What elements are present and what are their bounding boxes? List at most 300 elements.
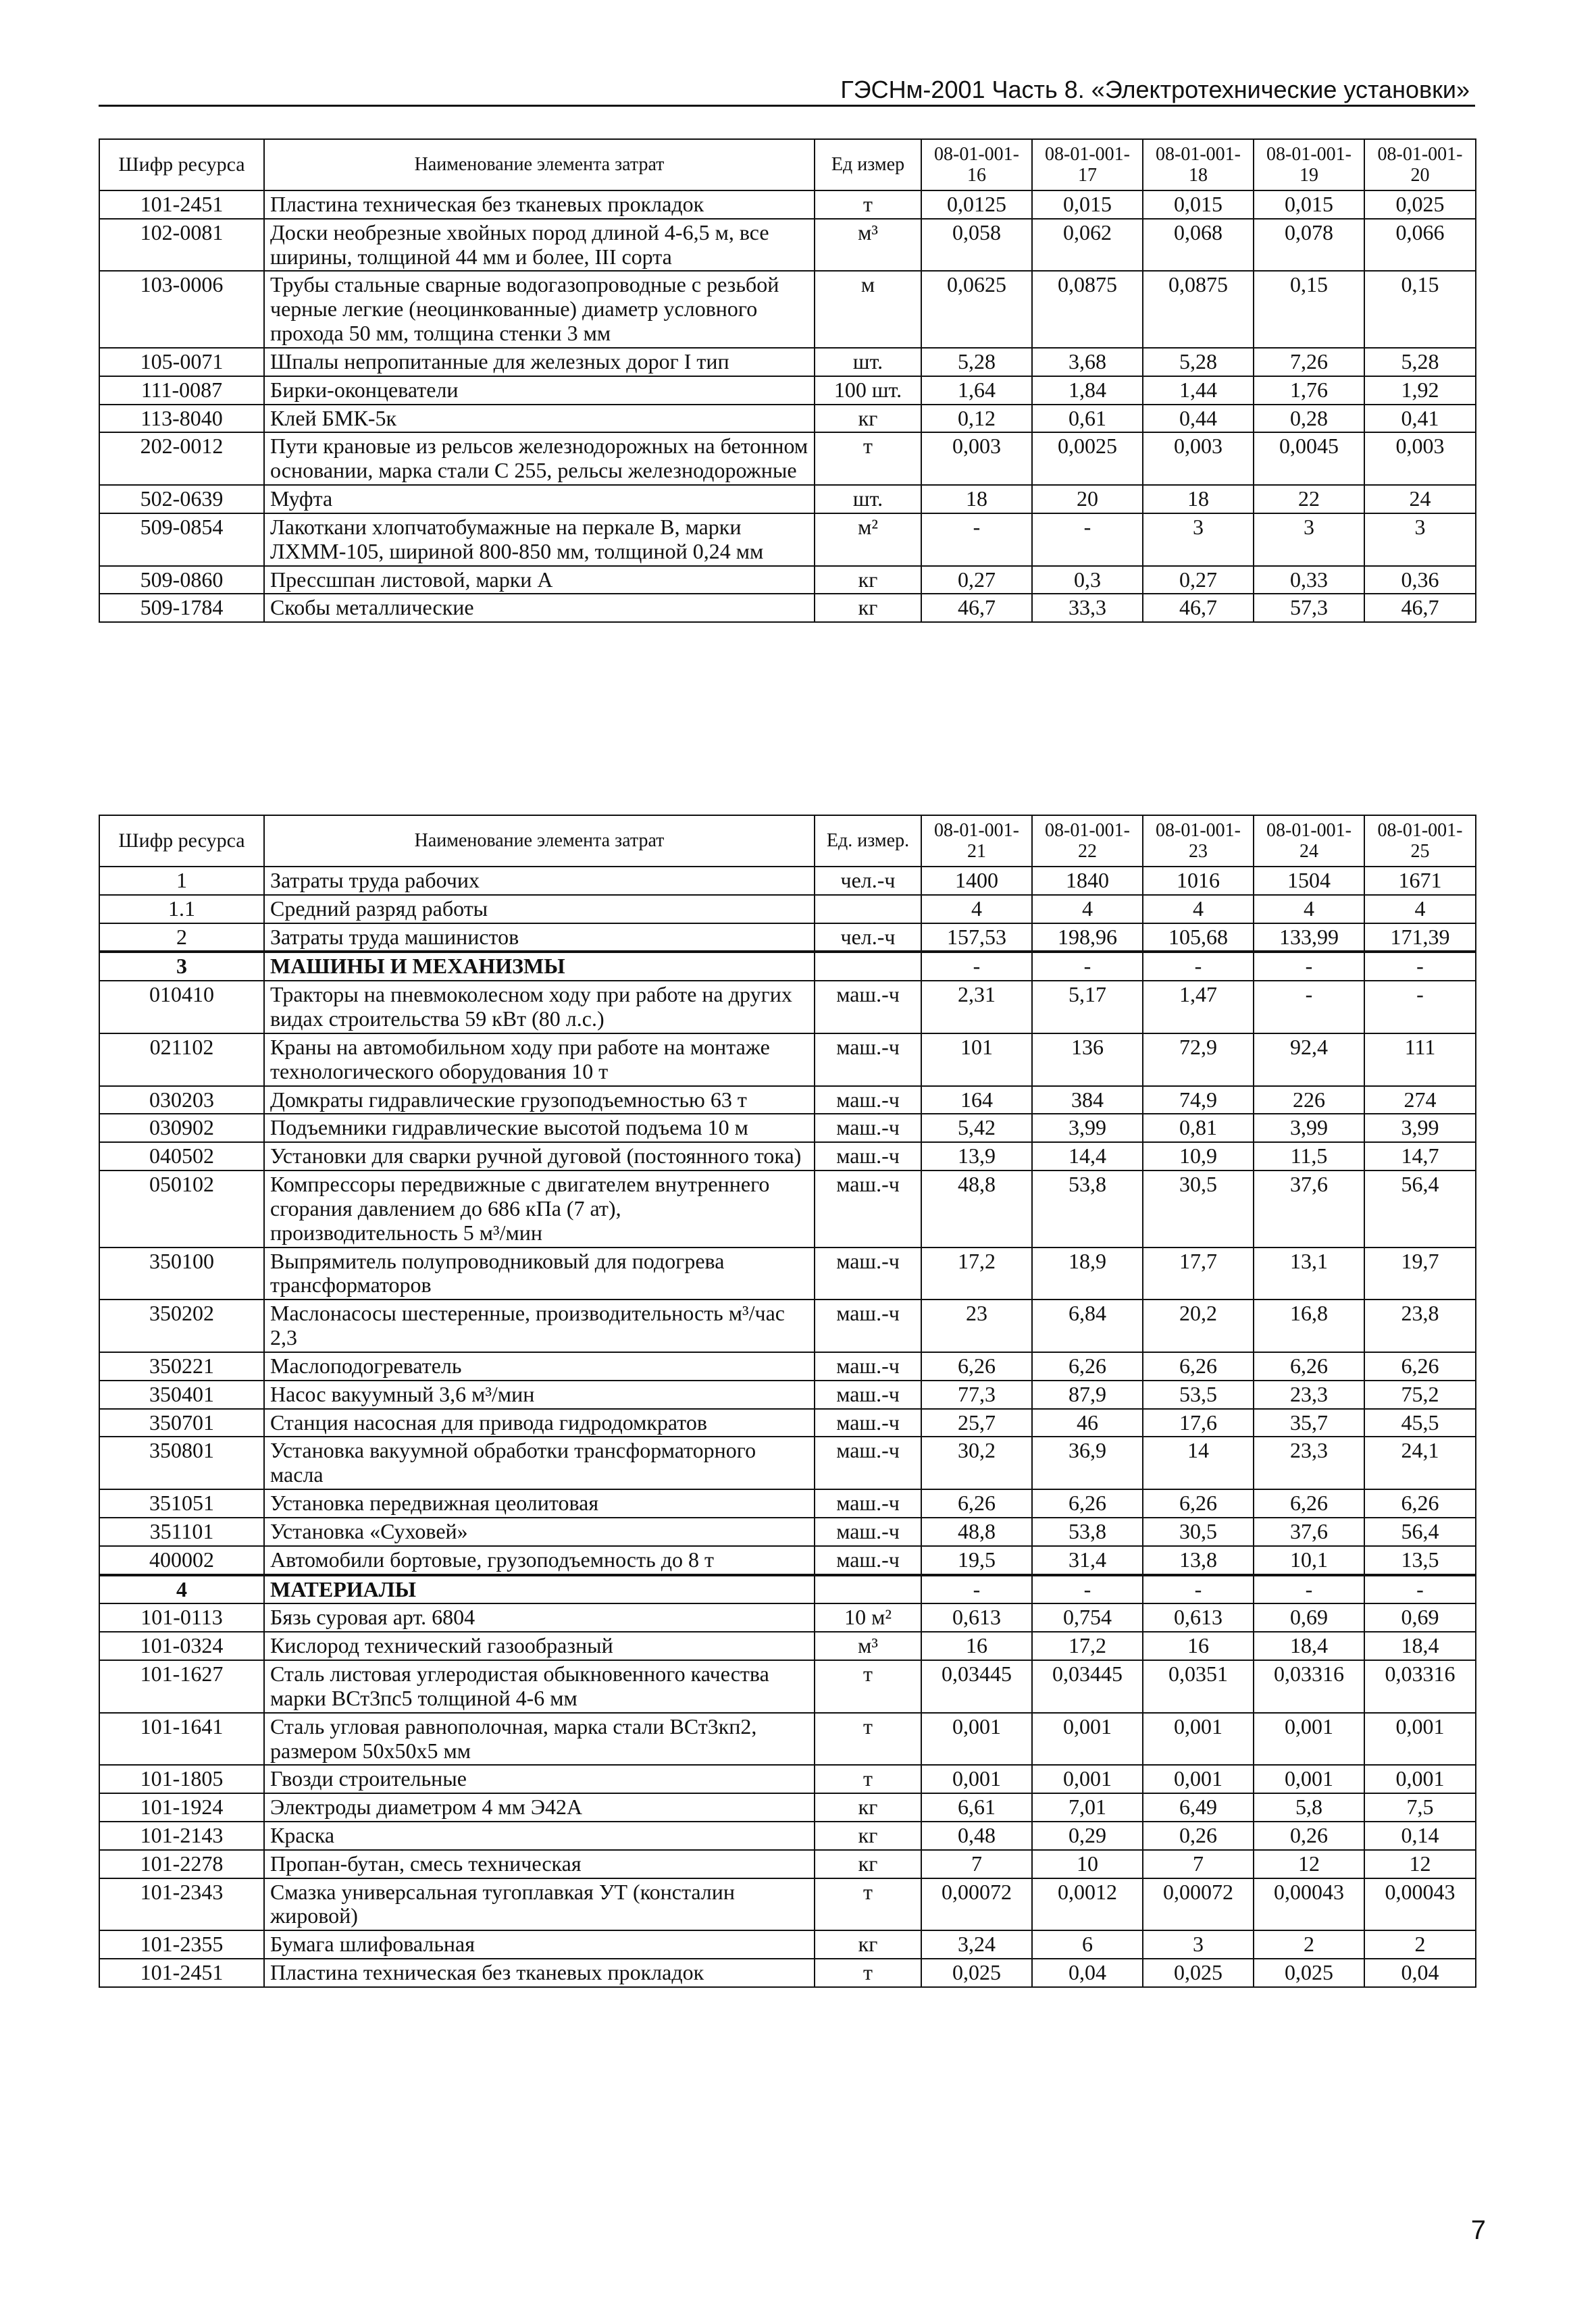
table-row	[99, 1603, 1476, 1632]
value-cell-col-2: 0,015	[1032, 190, 1143, 219]
value-cell-col-2: 4	[1032, 895, 1143, 923]
value-cell-col-5: 0,41	[1364, 405, 1476, 433]
unit-cell	[815, 895, 921, 923]
value-cell-col-5: 0,025	[1364, 190, 1476, 219]
value-cell-col-4: 0,28	[1254, 405, 1364, 433]
value-cell-col-3: 3	[1143, 1930, 1254, 1959]
value-cell-col-5: 171,39	[1364, 923, 1476, 952]
value-cell-col-4: 18,4	[1254, 1632, 1364, 1660]
value-cell-col-2: 5,17	[1032, 981, 1143, 1033]
cost-element-name-cell: Насос вакуумный 3,6 м³/мин	[264, 1381, 815, 1409]
value-cell-col-4: 7,26	[1254, 348, 1364, 376]
cost-element-name-cell: Затраты труда машинистов	[264, 923, 815, 952]
resource-code-cell: 101-2355	[99, 1930, 264, 1959]
value-cell-col-5: 75,2	[1364, 1381, 1476, 1409]
cost-element-name-cell: Пути крановые из рельсов железнодорожных на бетонном основании, марка стали С 255, рельсы железнодорожные	[264, 432, 815, 485]
table-row	[99, 376, 1476, 405]
unit-cell: маш.-ч	[815, 1086, 921, 1114]
value-cell-col-4: 3	[1254, 513, 1364, 566]
header-name: Наименование элемента затрат	[264, 815, 815, 867]
cost-element-name-cell: Муфта	[264, 485, 815, 513]
resource-code-cell: 400002	[99, 1546, 264, 1575]
value-cell-col-5: 6,26	[1364, 1489, 1476, 1518]
unit-cell: кг	[815, 1793, 921, 1822]
section-row	[99, 1575, 1476, 1604]
value-cell-col-5: 1671	[1364, 867, 1476, 895]
value-cell-col-3: 30,5	[1143, 1171, 1254, 1247]
resource-code-cell: 202-0012	[99, 432, 264, 485]
resource-code-cell: 101-1627	[99, 1660, 264, 1713]
value-cell-col-2: 0,04	[1032, 1959, 1143, 1987]
value-cell-col-1: 13,9	[921, 1142, 1032, 1171]
header-col-1: 08-01-001-16	[921, 139, 1032, 190]
value-cell-col-1: 18	[921, 485, 1032, 513]
value-cell-col-5: 6,26	[1364, 1352, 1476, 1381]
value-cell-col-4: 0,015	[1254, 190, 1364, 219]
table-row	[99, 1822, 1476, 1850]
unit-cell: маш.-ч	[815, 1489, 921, 1518]
value-cell-col-3: 6,26	[1143, 1489, 1254, 1518]
value-cell-col-1: 1400	[921, 867, 1032, 895]
value-cell-col-5: 12	[1364, 1850, 1476, 1878]
value-cell-col-3: 6,49	[1143, 1793, 1254, 1822]
section-row	[99, 952, 1476, 981]
value-cell-col-2: 6,26	[1032, 1352, 1143, 1381]
cost-element-name-cell: Маслоподогреватель	[264, 1352, 815, 1381]
value-cell-col-5: 0,03316	[1364, 1660, 1476, 1713]
value-cell-col-5: 274	[1364, 1086, 1476, 1114]
value-cell-col-5: 45,5	[1364, 1409, 1476, 1437]
value-cell-col-1: 46,7	[921, 594, 1032, 622]
value-cell-col-5: 0,15	[1364, 271, 1476, 347]
unit-cell: т	[815, 190, 921, 219]
unit-cell: чел.-ч	[815, 867, 921, 895]
value-cell-col-1: 77,3	[921, 1381, 1032, 1409]
unit-cell: т	[815, 1765, 921, 1793]
value-cell-col-2: 198,96	[1032, 923, 1143, 952]
value-cell-col-3: 0,001	[1143, 1713, 1254, 1766]
value-cell-col-3: 74,9	[1143, 1086, 1254, 1114]
unit-cell: м³	[815, 219, 921, 272]
value-cell-col-4: -	[1254, 981, 1364, 1033]
value-cell-col-1: -	[921, 513, 1032, 566]
value-cell-col-3: 10,9	[1143, 1142, 1254, 1171]
table-row	[99, 1142, 1476, 1171]
value-cell-col-2: 384	[1032, 1086, 1143, 1114]
table-row	[99, 1489, 1476, 1518]
value-cell-col-5: 46,7	[1364, 594, 1476, 622]
value-cell-col-2: 6,26	[1032, 1489, 1143, 1518]
unit-cell: маш.-ч	[815, 1437, 921, 1489]
value-cell-col-4: 23,3	[1254, 1437, 1364, 1489]
table-row	[99, 190, 1476, 219]
table-row	[99, 1033, 1476, 1086]
value-cell-col-5: 19,7	[1364, 1248, 1476, 1300]
table-row	[99, 1381, 1476, 1409]
cost-element-name-cell: Гвозди строительные	[264, 1765, 815, 1793]
cost-element-name-cell: Клей БМК-5к	[264, 405, 815, 433]
value-cell-col-2: -	[1032, 1575, 1143, 1604]
value-cell-col-3: 0,003	[1143, 432, 1254, 485]
value-cell-col-2: 0,062	[1032, 219, 1143, 272]
value-cell-col-1: 0,48	[921, 1822, 1032, 1850]
value-cell-col-3: 0,0351	[1143, 1660, 1254, 1713]
cost-element-name-cell: Краска	[264, 1822, 815, 1850]
value-cell-col-4: 6,26	[1254, 1352, 1364, 1381]
table-row	[99, 1114, 1476, 1142]
resource-code-cell: 111-0087	[99, 376, 264, 405]
value-cell-col-3: 0,44	[1143, 405, 1254, 433]
cost-element-name-cell: Скобы металлические	[264, 594, 815, 622]
value-cell-col-2: 0,0875	[1032, 271, 1143, 347]
resource-code-cell: 509-0854	[99, 513, 264, 566]
unit-cell: маш.-ч	[815, 1248, 921, 1300]
unit-cell: т	[815, 1959, 921, 1987]
value-cell-col-2: 53,8	[1032, 1171, 1143, 1247]
unit-cell: маш.-ч	[815, 1114, 921, 1142]
value-cell-col-3: 1016	[1143, 867, 1254, 895]
resource-table-1	[99, 138, 1476, 623]
table-row	[99, 1713, 1476, 1766]
value-cell-col-5: 111	[1364, 1033, 1476, 1086]
value-cell-col-1: 17,2	[921, 1248, 1032, 1300]
value-cell-col-3: 0,00072	[1143, 1878, 1254, 1931]
value-cell-col-1: 19,5	[921, 1546, 1032, 1575]
value-cell-col-1: 0,03445	[921, 1660, 1032, 1713]
value-cell-col-5: 56,4	[1364, 1171, 1476, 1247]
page-title: ГЭСНм-2001 Часть 8. «Электротехнические установки»	[840, 76, 1470, 103]
header-col-5: 08-01-001-20	[1364, 139, 1476, 190]
resource-code-cell: 101-2343	[99, 1878, 264, 1931]
resource-code-cell: 113-8040	[99, 405, 264, 433]
value-cell-col-5: 7,5	[1364, 1793, 1476, 1822]
value-cell-col-1: 3,24	[921, 1930, 1032, 1959]
value-cell-col-2: 7,01	[1032, 1793, 1143, 1822]
value-cell-col-2: 0,0025	[1032, 432, 1143, 485]
table-row	[99, 1765, 1476, 1793]
unit-cell	[815, 952, 921, 981]
value-cell-col-5: -	[1364, 1575, 1476, 1604]
unit-cell: м²	[815, 513, 921, 566]
value-cell-col-4: 133,99	[1254, 923, 1364, 952]
header-col-1: 08-01-001-21	[921, 815, 1032, 867]
table-row	[99, 1437, 1476, 1489]
value-cell-col-5: 2	[1364, 1930, 1476, 1959]
value-cell-col-1: 25,7	[921, 1409, 1032, 1437]
table-row	[99, 1850, 1476, 1878]
value-cell-col-3: 20,2	[1143, 1300, 1254, 1352]
value-cell-col-2: -	[1032, 952, 1143, 981]
value-cell-col-5: 0,14	[1364, 1822, 1476, 1850]
table-row	[99, 1518, 1476, 1546]
value-cell-col-5: 13,5	[1364, 1546, 1476, 1575]
value-cell-col-3: 30,5	[1143, 1518, 1254, 1546]
value-cell-col-3: 0,025	[1143, 1959, 1254, 1987]
unit-cell: кг	[815, 1822, 921, 1850]
cost-element-name-cell: Шпалы непропитанные для железных дорог I тип	[264, 348, 815, 376]
resource-code-cell: 350202	[99, 1300, 264, 1352]
unit-cell: чел.-ч	[815, 923, 921, 952]
table-row	[99, 1660, 1476, 1713]
cost-element-name-cell: Домкраты гидравлические грузоподъемностью 63 т	[264, 1086, 815, 1114]
resource-code-cell: 102-0081	[99, 219, 264, 272]
table-row	[99, 1546, 1476, 1575]
value-cell-col-3: 5,28	[1143, 348, 1254, 376]
value-cell-col-3: 17,6	[1143, 1409, 1254, 1437]
value-cell-col-4: 0,15	[1254, 271, 1364, 347]
value-cell-col-2: 87,9	[1032, 1381, 1143, 1409]
value-cell-col-2: 0,0012	[1032, 1878, 1143, 1931]
value-cell-col-2: 14,4	[1032, 1142, 1143, 1171]
value-cell-col-4: 6,26	[1254, 1489, 1364, 1518]
value-cell-col-5: 0,69	[1364, 1603, 1476, 1632]
value-cell-col-2: 46	[1032, 1409, 1143, 1437]
value-cell-col-1: 6,61	[921, 1793, 1032, 1822]
value-cell-col-3: 0,001	[1143, 1765, 1254, 1793]
value-cell-col-2: 0,29	[1032, 1822, 1143, 1850]
header-col-4: 08-01-001-19	[1254, 139, 1364, 190]
cost-element-name-cell: Смазка универсальная тугоплавкая УТ (консталин жировой)	[264, 1878, 815, 1931]
resource-code-cell: 030203	[99, 1086, 264, 1114]
resource-code-cell: 101-1924	[99, 1793, 264, 1822]
unit-cell: маш.-ч	[815, 1409, 921, 1437]
value-cell-col-4: 22	[1254, 485, 1364, 513]
value-cell-col-5: 3,99	[1364, 1114, 1476, 1142]
value-cell-col-2: 17,2	[1032, 1632, 1143, 1660]
unit-cell: кг	[815, 405, 921, 433]
table-row	[99, 271, 1476, 347]
header-col-3: 08-01-001-18	[1143, 139, 1254, 190]
resource-code-cell: 1.1	[99, 895, 264, 923]
resource-code-cell: 101-0324	[99, 1632, 264, 1660]
value-cell-col-2: 18,9	[1032, 1248, 1143, 1300]
value-cell-col-1: 157,53	[921, 923, 1032, 952]
value-cell-col-2: 20	[1032, 485, 1143, 513]
cost-element-name-cell: Установки для сварки ручной дуговой (постоянного тока)	[264, 1142, 815, 1171]
value-cell-col-5: 14,7	[1364, 1142, 1476, 1171]
cost-element-name-cell: Пластина техническая без тканевых прокладок	[264, 1959, 815, 1987]
cost-element-name-cell: Установка вакуумной обработки трансформаторного масла	[264, 1437, 815, 1489]
unit-cell: шт.	[815, 485, 921, 513]
value-cell-col-2: 6,84	[1032, 1300, 1143, 1352]
resource-code-cell: 350100	[99, 1248, 264, 1300]
value-cell-col-4: 4	[1254, 895, 1364, 923]
cost-element-name-cell: Установка «Суховей»	[264, 1518, 815, 1546]
resource-code-cell: 101-1805	[99, 1765, 264, 1793]
value-cell-col-3: 0,068	[1143, 219, 1254, 272]
resource-code-cell: 101-2143	[99, 1822, 264, 1850]
value-cell-col-3: 0,26	[1143, 1822, 1254, 1850]
value-cell-col-3: 0,0875	[1143, 271, 1254, 347]
value-cell-col-1: 101	[921, 1033, 1032, 1086]
table-row	[99, 432, 1476, 485]
value-cell-col-2: -	[1032, 513, 1143, 566]
unit-cell: маш.-ч	[815, 1381, 921, 1409]
value-cell-col-1: 7	[921, 1850, 1032, 1878]
table-row	[99, 867, 1476, 895]
value-cell-col-4: 10,1	[1254, 1546, 1364, 1575]
value-cell-col-4: 0,33	[1254, 566, 1364, 594]
value-cell-col-2: 0,754	[1032, 1603, 1143, 1632]
value-cell-col-5: 3	[1364, 513, 1476, 566]
value-cell-col-1: 1,64	[921, 376, 1032, 405]
value-cell-col-4: 0,03316	[1254, 1660, 1364, 1713]
table-row	[99, 1248, 1476, 1300]
value-cell-col-3: 0,81	[1143, 1114, 1254, 1142]
unit-cell	[815, 1575, 921, 1604]
value-cell-col-2: 36,9	[1032, 1437, 1143, 1489]
unit-cell: м	[815, 271, 921, 347]
value-cell-col-4: 35,7	[1254, 1409, 1364, 1437]
cost-element-name-cell: МАШИНЫ И МЕХАНИЗМЫ	[264, 952, 815, 981]
resource-code-cell: 050102	[99, 1171, 264, 1247]
unit-cell: т	[815, 1713, 921, 1766]
value-cell-col-4: 92,4	[1254, 1033, 1364, 1086]
value-cell-col-5: 18,4	[1364, 1632, 1476, 1660]
value-cell-col-3: 0,015	[1143, 190, 1254, 219]
header-unit: Ед измер	[815, 139, 921, 190]
resource-code-cell: 105-0071	[99, 348, 264, 376]
value-cell-col-1: 0,0125	[921, 190, 1032, 219]
value-cell-col-3: 72,9	[1143, 1033, 1254, 1086]
value-cell-col-2: 10	[1032, 1850, 1143, 1878]
value-cell-col-4: 0,69	[1254, 1603, 1364, 1632]
value-cell-col-1: 48,8	[921, 1171, 1032, 1247]
value-cell-col-3: 53,5	[1143, 1381, 1254, 1409]
unit-cell: кг	[815, 594, 921, 622]
value-cell-col-4: 0,001	[1254, 1713, 1364, 1766]
value-cell-col-5: -	[1364, 981, 1476, 1033]
value-cell-col-4: 5,8	[1254, 1793, 1364, 1822]
resource-table-2	[99, 815, 1476, 1988]
value-cell-col-5: 0,066	[1364, 219, 1476, 272]
page-header	[99, 73, 1475, 107]
table-row	[99, 1086, 1476, 1114]
value-cell-col-2: 53,8	[1032, 1518, 1143, 1546]
value-cell-col-2: 136	[1032, 1033, 1143, 1086]
value-cell-col-3: 7	[1143, 1850, 1254, 1878]
cost-element-name-cell: Трубы стальные сварные водогазопроводные с резьбой черные легкие (неоцинкованные) диаметр условного прохода 50 мм, толщина стенки 3 мм	[264, 271, 815, 347]
value-cell-col-1: 6,26	[921, 1352, 1032, 1381]
cost-element-name-cell: Станция насосная для привода гидродомкратов	[264, 1409, 815, 1437]
value-cell-col-1: 48,8	[921, 1518, 1032, 1546]
header-col-2: 08-01-001-22	[1032, 815, 1143, 867]
resource-code-cell: 101-2278	[99, 1850, 264, 1878]
value-cell-col-3: 18	[1143, 485, 1254, 513]
header-code: Шифр ресурса	[99, 815, 264, 867]
value-cell-col-3: 1,47	[1143, 981, 1254, 1033]
unit-cell: шт.	[815, 348, 921, 376]
resource-code-cell: 350801	[99, 1437, 264, 1489]
value-cell-col-5: 4	[1364, 895, 1476, 923]
table-row	[99, 923, 1476, 952]
cost-element-name-cell: Бумага шлифовальная	[264, 1930, 815, 1959]
unit-cell: 100 шт.	[815, 376, 921, 405]
resource-code-cell: 103-0006	[99, 271, 264, 347]
table-row	[99, 1793, 1476, 1822]
table-row	[99, 219, 1476, 272]
value-cell-col-5: 5,28	[1364, 348, 1476, 376]
resource-code-cell: 030902	[99, 1114, 264, 1142]
value-cell-col-4: 12	[1254, 1850, 1364, 1878]
resource-code-cell: 509-0860	[99, 566, 264, 594]
resource-code-cell: 040502	[99, 1142, 264, 1171]
page-number: 7	[1470, 2215, 1486, 2245]
value-cell-col-4: 0,00043	[1254, 1878, 1364, 1931]
unit-cell: кг	[815, 566, 921, 594]
header-col-5: 08-01-001-25	[1364, 815, 1476, 867]
table-header-row	[99, 139, 1476, 190]
resource-code-cell: 021102	[99, 1033, 264, 1086]
table-row	[99, 1930, 1476, 1959]
value-cell-col-5: 0,001	[1364, 1765, 1476, 1793]
cost-element-name-cell: Установка передвижная цеолитовая	[264, 1489, 815, 1518]
value-cell-col-1: 0,27	[921, 566, 1032, 594]
value-cell-col-4: 1504	[1254, 867, 1364, 895]
unit-cell: т	[815, 1660, 921, 1713]
table-header-row	[99, 815, 1476, 867]
value-cell-col-1: 0,00072	[921, 1878, 1032, 1931]
resource-code-cell: 4	[99, 1575, 264, 1604]
cost-element-name-cell: Доски необрезные хвойных пород длиной 4-6,5 м, все ширины, толщиной 44 мм и более, III сорта	[264, 219, 815, 272]
unit-cell: т	[815, 1878, 921, 1931]
value-cell-col-2: 0,3	[1032, 566, 1143, 594]
cost-element-name-cell: Средний разряд работы	[264, 895, 815, 923]
table-row	[99, 1959, 1476, 1987]
table-row	[99, 594, 1476, 622]
value-cell-col-5: 24	[1364, 485, 1476, 513]
unit-cell: маш.-ч	[815, 981, 921, 1033]
value-cell-col-1: 16	[921, 1632, 1032, 1660]
value-cell-col-1: 30,2	[921, 1437, 1032, 1489]
resource-code-cell: 502-0639	[99, 485, 264, 513]
value-cell-col-4: 0,025	[1254, 1959, 1364, 1987]
resource-code-cell: 101-1641	[99, 1713, 264, 1766]
value-cell-col-2: 0,001	[1032, 1765, 1143, 1793]
table-row	[99, 1878, 1476, 1931]
value-cell-col-5: 0,36	[1364, 566, 1476, 594]
value-cell-col-2: 0,61	[1032, 405, 1143, 433]
cost-element-name-cell: Затраты труда рабочих	[264, 867, 815, 895]
value-cell-col-1: 0,001	[921, 1765, 1032, 1793]
value-cell-col-2: 6	[1032, 1930, 1143, 1959]
value-cell-col-3: 13,8	[1143, 1546, 1254, 1575]
resource-code-cell: 1	[99, 867, 264, 895]
resource-code-cell: 351101	[99, 1518, 264, 1546]
value-cell-col-2: 31,4	[1032, 1546, 1143, 1575]
cost-element-name-cell: Сталь листовая углеродистая обыкновенного качества марки ВСт3пс5 толщиной 4-6 мм	[264, 1660, 815, 1713]
cost-element-name-cell: Компрессоры передвижные с двигателем внутреннего сгорания давлением до 686 кПа (7 ат), производительность 5 м³/мин	[264, 1171, 815, 1247]
table-row	[99, 485, 1476, 513]
table-row	[99, 895, 1476, 923]
unit-cell: кг	[815, 1850, 921, 1878]
value-cell-col-4: 1,76	[1254, 376, 1364, 405]
cost-element-name-cell: Сталь угловая равнополочная, марка стали ВСт3кп2, размером 50х50х5 мм	[264, 1713, 815, 1766]
value-cell-col-4: 37,6	[1254, 1171, 1364, 1247]
table-row	[99, 1409, 1476, 1437]
value-cell-col-4: 0,0045	[1254, 432, 1364, 485]
unit-cell: маш.-ч	[815, 1352, 921, 1381]
cost-element-name-cell: Выпрямитель полупроводниковый для подогрева трансформаторов	[264, 1248, 815, 1300]
value-cell-col-1: 0,001	[921, 1713, 1032, 1766]
value-cell-col-2: 3,68	[1032, 348, 1143, 376]
value-cell-col-1: 5,28	[921, 348, 1032, 376]
resource-code-cell: 101-0113	[99, 1603, 264, 1632]
value-cell-col-4: 13,1	[1254, 1248, 1364, 1300]
cost-element-name-cell: Автомобили бортовые, грузоподъемность до 8 т	[264, 1546, 815, 1575]
cost-element-name-cell: Бирки-оконцеватели	[264, 376, 815, 405]
value-cell-col-1: 0,058	[921, 219, 1032, 272]
